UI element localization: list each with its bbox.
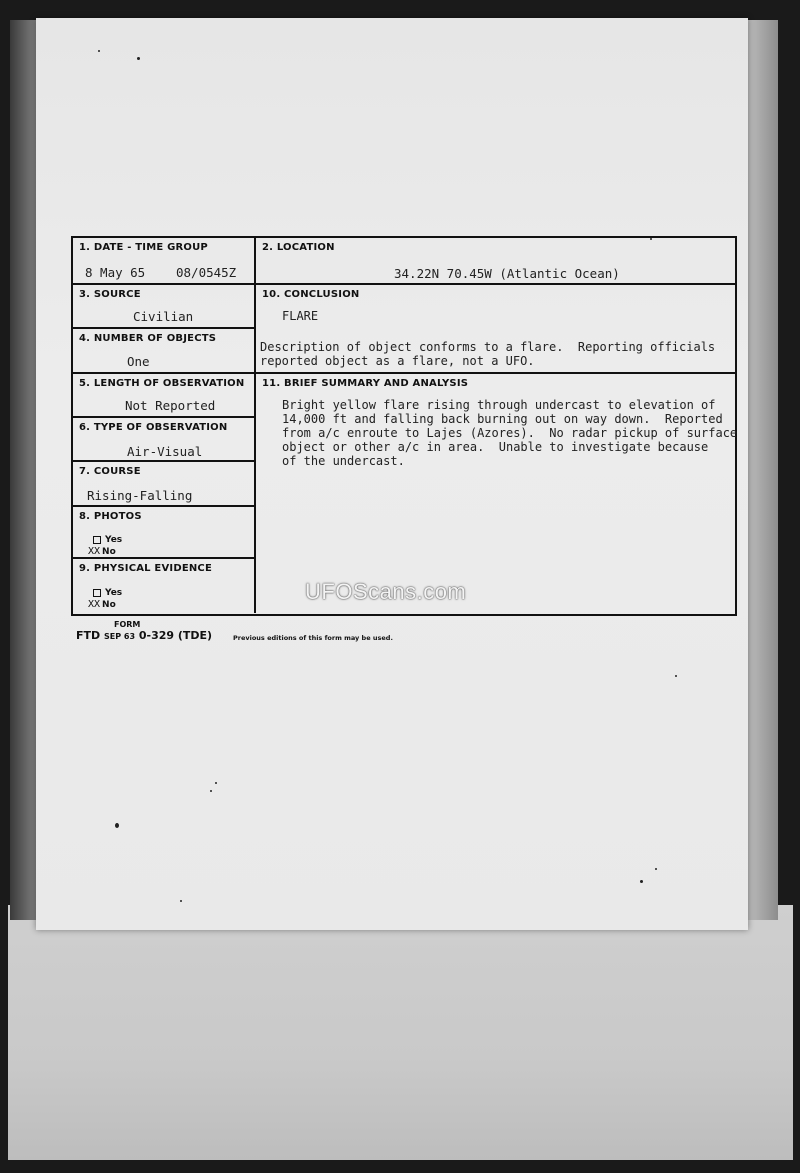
course-cell: [73, 462, 256, 507]
time-value: 08/0545Z: [176, 265, 237, 280]
date-time-cell: [73, 238, 256, 285]
summary-label: 11. BRIEF SUMMARY AND ANALYSIS: [262, 378, 469, 389]
source-label: 3. SOURCE: [79, 289, 141, 300]
date-time-label: 1. DATE - TIME GROUP: [79, 242, 208, 253]
type-of-observation-label: 6. TYPE OF OBSERVATION: [79, 422, 228, 433]
conclusion-label: 10. CONCLUSION: [262, 289, 360, 300]
number-of-objects-value: One: [127, 354, 150, 369]
footer-code-prefix: FTD: [76, 629, 101, 642]
photos-no-mark: XX: [88, 546, 101, 557]
summary-cell: [256, 374, 738, 613]
footer-note: Previous editions of this form may be used.: [233, 634, 393, 642]
summary-line-2: 14,000 ft and falling back burning out on way down. Reported: [282, 412, 723, 426]
photos-cell: [73, 507, 256, 559]
report-form: [71, 236, 737, 616]
source-cell: [73, 285, 256, 329]
physical-evidence-yes-checkbox: [93, 589, 101, 597]
course-value: Rising-Falling: [87, 488, 193, 503]
number-of-objects-cell: [73, 329, 256, 374]
source-value: Civilian: [133, 309, 194, 324]
footer-form-word: FORM: [114, 620, 141, 629]
location-cell: [256, 238, 735, 285]
photos-yes-label: Yes: [105, 535, 123, 545]
conclusion-cell: [256, 285, 735, 374]
conclusion-line-2: reported object as a flare, not a UFO.: [260, 354, 535, 368]
summary-line-4: object or other a/c in area. Unable to investigate because: [282, 440, 709, 454]
backing-board: [8, 905, 793, 1160]
length-of-observation-cell: [73, 374, 256, 418]
location-value: 34.22N 70.45W (Atlantic Ocean): [394, 266, 620, 281]
number-of-objects-label: 4. NUMBER OF OBJECTS: [79, 333, 217, 344]
watermark: UFOScans.com: [305, 579, 467, 604]
date-value: 8 May 65: [85, 265, 146, 280]
photos-yes-checkbox: [93, 536, 101, 544]
summary-line-5: of the undercast.: [282, 454, 405, 468]
physical-evidence-cell: [73, 559, 256, 613]
photos-label: 8. PHOTOS: [79, 511, 142, 522]
photos-no-option: [88, 546, 116, 557]
type-of-observation-cell: [73, 418, 256, 462]
length-of-observation-value: Not Reported: [125, 398, 216, 413]
sheet-right-edge: [748, 20, 778, 920]
length-of-observation-label: 5. LENGTH OF OBSERVATION: [79, 378, 245, 389]
physical-evidence-yes-option: [93, 588, 122, 598]
physical-evidence-no-mark: XX: [88, 599, 101, 610]
conclusion-line-1: Description of object conforms to a flare. Reporting officials: [260, 340, 716, 354]
course-label: 7. COURSE: [79, 466, 141, 477]
footer-code-date: SEP 63: [104, 632, 136, 641]
physical-evidence-no-option: [88, 599, 116, 610]
location-label: 2. LOCATION: [262, 242, 335, 253]
footer-form-code: [76, 629, 212, 642]
type-of-observation-value: Air-Visual: [127, 444, 203, 459]
photos-yes-option: [93, 535, 122, 545]
physical-evidence-yes-label: Yes: [105, 588, 123, 598]
physical-evidence-label: 9. PHYSICAL EVIDENCE: [79, 563, 212, 574]
footer-code-number: 0-329 (TDE): [138, 629, 213, 642]
summary-line-1: Bright yellow flare rising through undercast to elevation of: [282, 398, 716, 412]
photos-no-label: No: [102, 547, 116, 557]
conclusion-value: FLARE: [282, 309, 319, 323]
summary-line-3: from a/c enroute to Lajes (Azores). No radar pickup of surface: [282, 426, 738, 440]
physical-evidence-no-label: No: [102, 600, 116, 610]
